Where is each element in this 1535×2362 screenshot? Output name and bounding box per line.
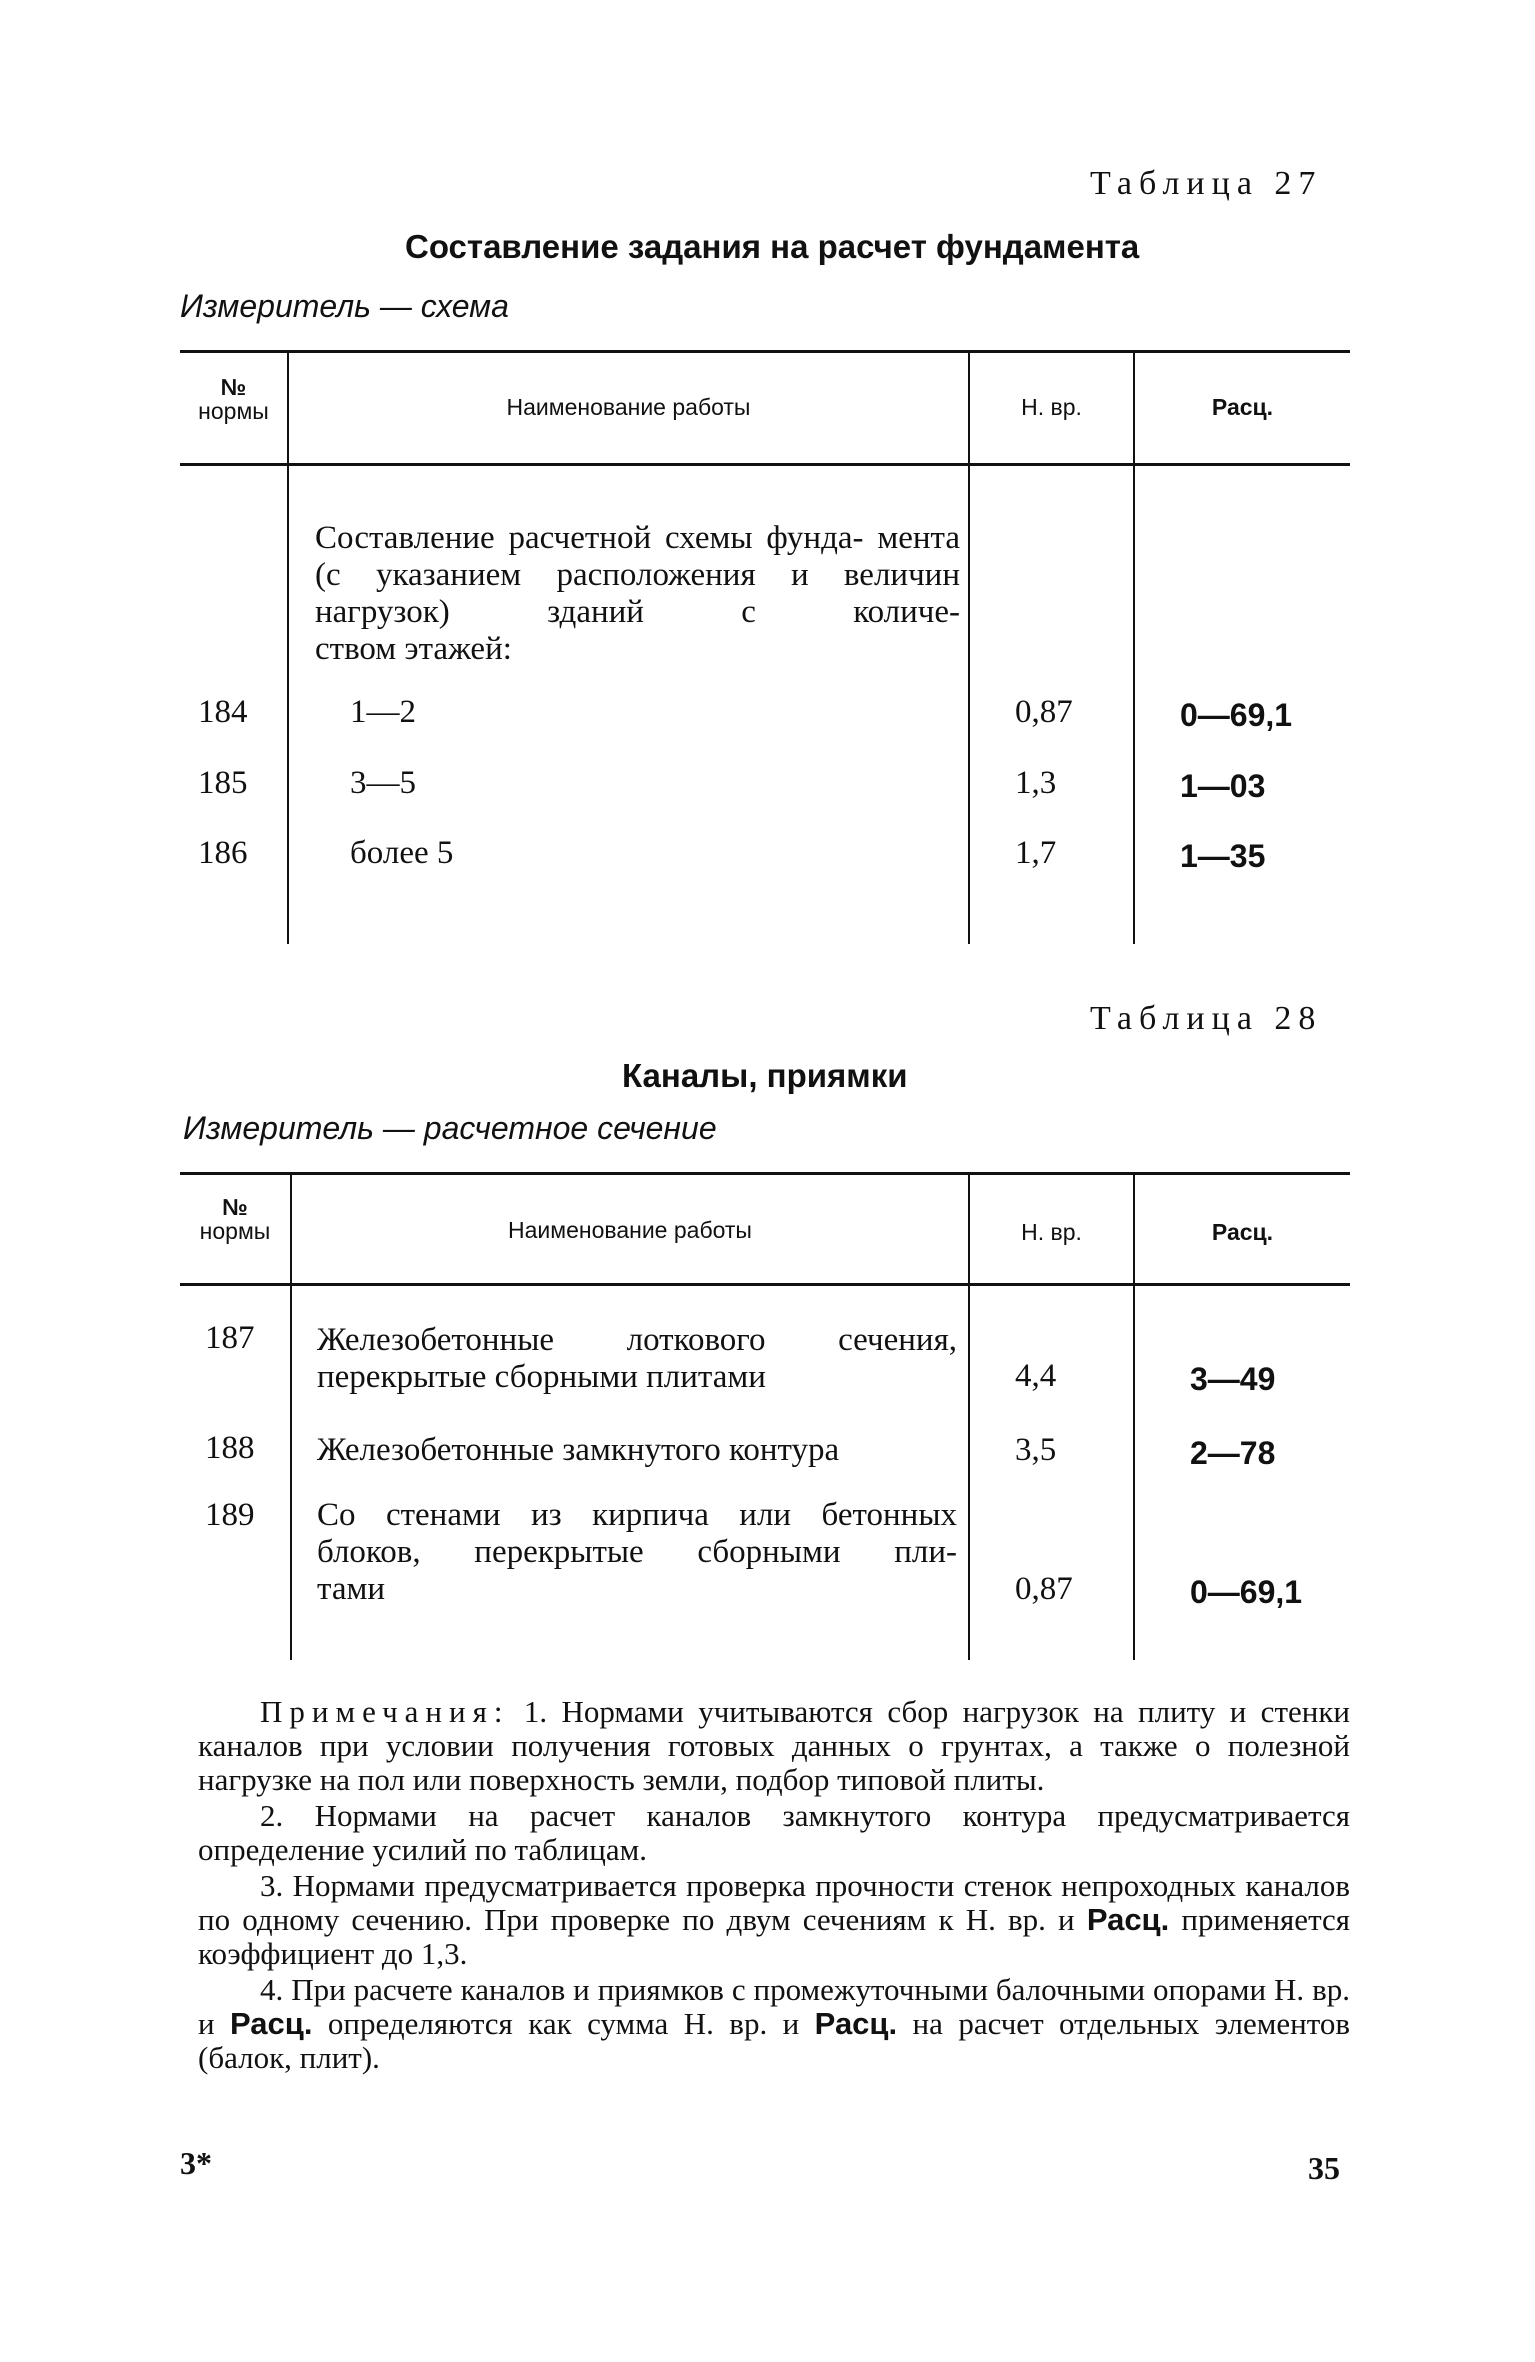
row-no: 188 <box>205 1430 255 1466</box>
row-name: Железобетонные замкнутого контура <box>317 1432 840 1468</box>
row-nvr: 0,87 <box>1015 694 1073 730</box>
column-divider <box>968 1174 970 1660</box>
row-nvr: 3,5 <box>1015 1432 1057 1468</box>
row-name: более 5 <box>350 835 454 871</box>
column-divider <box>968 352 970 944</box>
column-divider <box>1133 1174 1135 1660</box>
row-nvr: 4,4 <box>1015 1358 1057 1394</box>
table-header-rule <box>180 1283 1350 1286</box>
row-nvr: 1,3 <box>1015 765 1057 801</box>
header-no: № нормы <box>199 1194 271 1245</box>
note-2: 2. Нормами на расчет каналов замкнутого контура предусматривается определение усилий по таблицам. <box>198 1798 1350 1867</box>
table-measure: Измеритель — схема <box>180 288 509 324</box>
row-rasc: 0—69,1 <box>1180 697 1293 733</box>
table-label: Таблица 28 <box>1090 1000 1323 1037</box>
header-rasc: Расц. <box>1211 1219 1274 1245</box>
notes <box>198 1695 1350 2075</box>
note-3: 3. Нормами предусматривается проверка прочности стенок непроходных каналов по одному сечению. При проверке по двум сечениям к Н. вр. и Расц. применяется коэффициент до 1,3. <box>198 1868 1351 1971</box>
header-rasc: Расц. <box>1211 394 1274 420</box>
page-number: 35 <box>1308 2150 1340 2186</box>
column-divider <box>1133 352 1135 944</box>
column-divider <box>287 352 289 944</box>
header-no: № нормы <box>198 374 269 425</box>
row-rasc: 0—69,1 <box>1190 1574 1303 1610</box>
table-label: Таблица 27 <box>1090 165 1323 202</box>
row-no: 189 <box>205 1497 255 1533</box>
row-name: 1—2 <box>350 694 416 730</box>
row-rasc: 2—78 <box>1190 1435 1276 1471</box>
intro-text: Составление расчетной схемы фунда- мента (с указанием расположения и величин нагрузок) зданий с количе- ством этажей: <box>315 520 961 667</box>
table-title: Составление задания на расчет фундамента <box>405 228 1140 265</box>
row-name: Железобетонные лоткового сечения, перекрытые сборными плитами <box>317 1322 957 1395</box>
header-nvr: Н. вр. <box>1021 1219 1082 1245</box>
row-no: 184 <box>198 694 248 730</box>
table-header-rule <box>180 463 1350 466</box>
row-nvr: 0,87 <box>1015 1571 1073 1607</box>
table-title: Каналы, приямки <box>622 1057 908 1094</box>
header-name: Наименование работы <box>506 394 751 420</box>
note-4: 4. При расчете каналов и приямков с промежуточными балочными опорами Н. вр. и Расц. определяются как сумма Н. вр. и Расц. на расчет отдельных элементов (балок, плит). <box>198 1972 1350 2075</box>
table-measure: Измеритель — расчетное сечение <box>183 1110 717 1146</box>
table-top-rule <box>180 350 1350 353</box>
row-no: 185 <box>198 765 248 801</box>
row-name: 3—5 <box>350 765 416 801</box>
row-no: 186 <box>198 835 248 871</box>
row-no: 187 <box>205 1320 255 1356</box>
signature-mark: 3* <box>180 2145 212 2181</box>
row-nvr: 1,7 <box>1015 835 1057 871</box>
row-rasc: 1—35 <box>1180 838 1266 874</box>
header-nvr: Н. вр. <box>1021 394 1082 420</box>
row-name: Со стенами из кирпича или бетонных блоков, перекрытые сборными пли- тами <box>317 1497 957 1607</box>
row-rasc: 1—03 <box>1180 768 1266 804</box>
header-name: Наименование работы <box>508 1217 752 1243</box>
column-divider <box>290 1174 292 1660</box>
row-rasc: 3—49 <box>1190 1361 1276 1397</box>
table-top-rule <box>180 1172 1350 1175</box>
note-1: Примечания: 1. Нормами учитываются сбор нагрузок на плиту и стенки каналов при условии получения готовых данных о грунтах, а также о полезной нагрузке на пол или поверхность земли, подбор типовой плиты. <box>198 1694 1350 1797</box>
